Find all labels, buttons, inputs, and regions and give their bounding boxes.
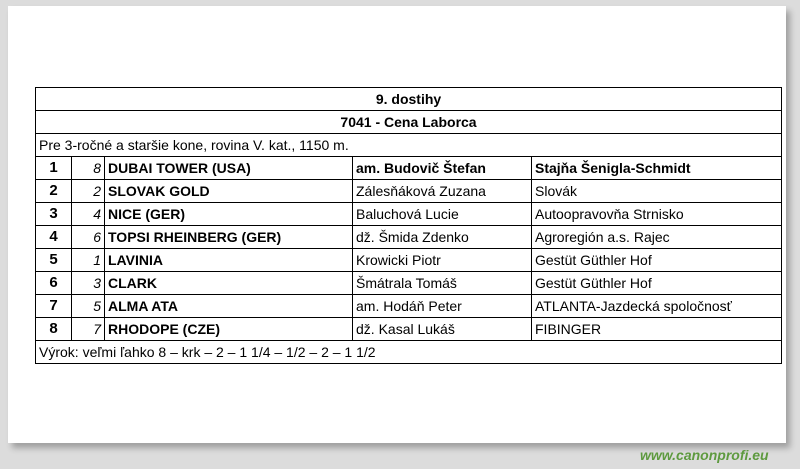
finish-position: 1 (36, 157, 72, 180)
owner-name: Gestüt Güthler Hof (532, 249, 782, 272)
start-number: 1 (72, 249, 105, 272)
table-row (36, 157, 782, 180)
start-number: 6 (72, 226, 105, 249)
document-page (8, 6, 786, 443)
start-number: 2 (72, 180, 105, 203)
race-results-table (35, 87, 782, 364)
start-number: 8 (72, 157, 105, 180)
horse-name: RHODOPE (CZE) (105, 318, 353, 341)
finish-position: 8 (36, 318, 72, 341)
horse-name: LAVINIA (105, 249, 353, 272)
horse-name: SLOVAK GOLD (105, 180, 353, 203)
watermark-text: www.canonprofi.eu (640, 447, 769, 463)
owner-name: Agroregión a.s. Rajec (532, 226, 782, 249)
table-row (36, 226, 782, 249)
owner-name: Autoopravovňa Strnisko (532, 203, 782, 226)
finish-position: 4 (36, 226, 72, 249)
rider-name: am. Hodáň Peter (353, 295, 532, 318)
finish-position: 5 (36, 249, 72, 272)
horse-name: TOPSI RHEINBERG (GER) (105, 226, 353, 249)
table-row (36, 249, 782, 272)
table-row (36, 180, 782, 203)
start-number: 5 (72, 295, 105, 318)
finish-position: 2 (36, 180, 72, 203)
race-verdict: Výrok: veľmi ľahko 8 – krk – 2 – 1 1/4 – 1/2 – 2 – 1 1/2 (36, 341, 782, 364)
owner-name: FIBINGER (532, 318, 782, 341)
rider-name: dž. Šmida Zdenko (353, 226, 532, 249)
horse-name: ALMA ATA (105, 295, 353, 318)
rider-name: Krowicki Piotr (353, 249, 532, 272)
horse-name: CLARK (105, 272, 353, 295)
finish-position: 7 (36, 295, 72, 318)
table-row (36, 318, 782, 341)
race-number-title: 9. dostihy (36, 88, 782, 111)
race-conditions: Pre 3-ročné a staršie kone, rovina V. kat., 1150 m. (36, 134, 782, 157)
race-conditions-row (36, 134, 782, 157)
owner-name: ATLANTA-Jazdecká spoločnosť (532, 295, 782, 318)
start-number: 4 (72, 203, 105, 226)
table-row (36, 272, 782, 295)
race-number-row (36, 88, 782, 111)
owner-name: Slovák (532, 180, 782, 203)
rider-name: Zálesňáková Zuzana (353, 180, 532, 203)
start-number: 3 (72, 272, 105, 295)
finish-position: 6 (36, 272, 72, 295)
table-row (36, 295, 782, 318)
verdict-row (36, 341, 782, 364)
horse-name: NICE (GER) (105, 203, 353, 226)
race-name-row (36, 111, 782, 134)
horse-name: DUBAI TOWER (USA) (105, 157, 353, 180)
owner-name: Stajňa Šenigla-Schmidt (532, 157, 782, 180)
table-row (36, 203, 782, 226)
rider-name: am. Budovič Štefan (353, 157, 532, 180)
start-number: 7 (72, 318, 105, 341)
owner-name: Gestüt Güthler Hof (532, 272, 782, 295)
finish-position: 3 (36, 203, 72, 226)
rider-name: dž. Kasal Lukáš (353, 318, 532, 341)
rider-name: Šmátrala Tomáš (353, 272, 532, 295)
rider-name: Baluchová Lucie (353, 203, 532, 226)
race-name: 7041 - Cena Laborca (36, 111, 782, 134)
